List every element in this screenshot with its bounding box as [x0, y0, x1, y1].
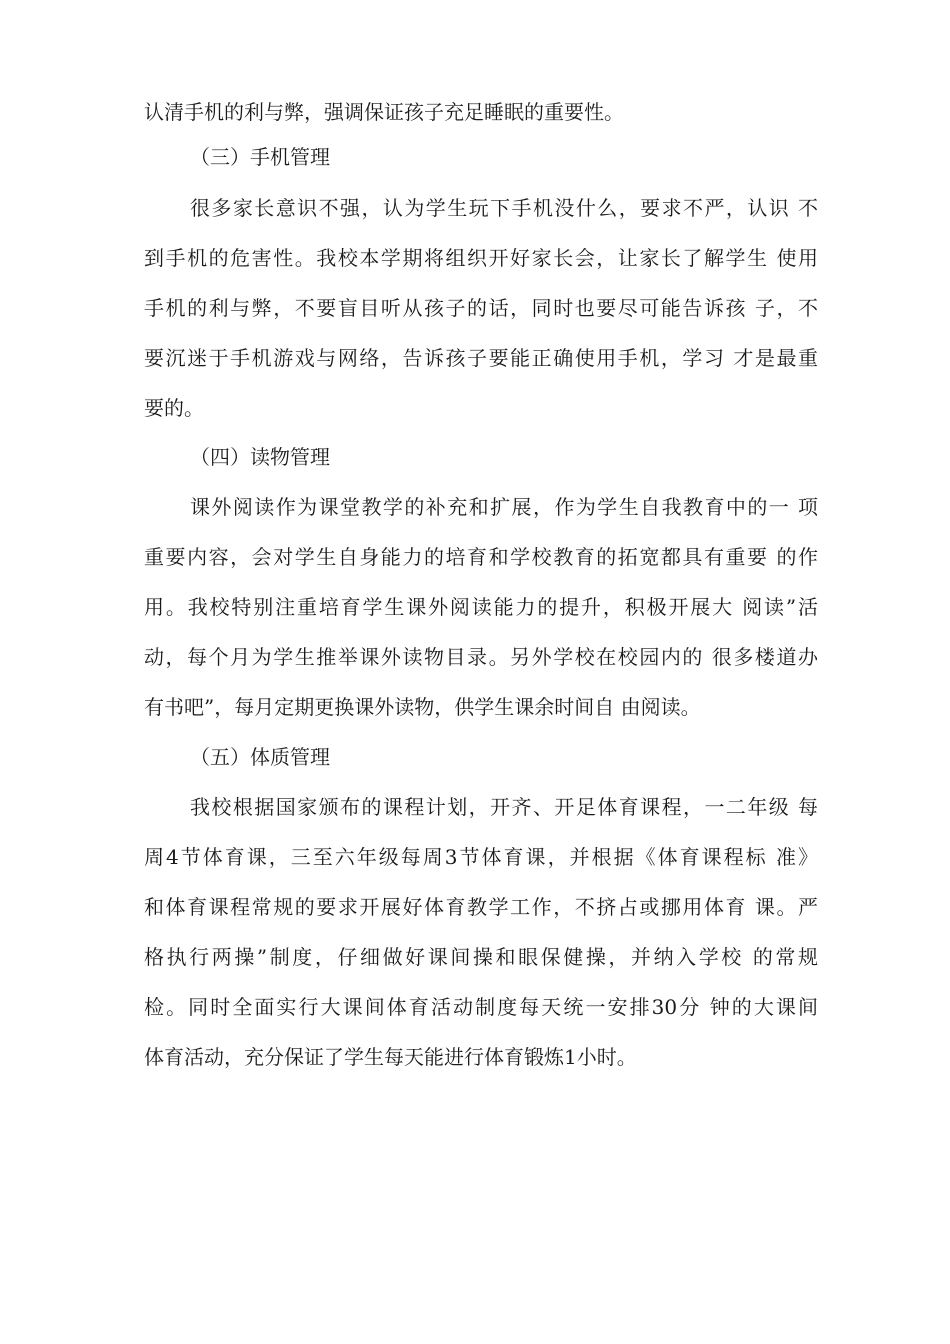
paragraph-line: 和体育课程常规的要求开展好体育教学工作，不挤占或挪用体育 课。严 — [144, 895, 818, 919]
paragraph-line: 格执行两操”制度，仔细做好课间操和眼保健操，并纳入学校 的常规 — [144, 945, 818, 969]
paragraph-line: 动，每个月为学生推举课外读物目录。另外学校在校园内的 很多楼道办 — [144, 645, 818, 669]
paragraph-line: 检。同时全面实行大课间体育活动制度每天统一安排30分 钟的大课间 — [144, 995, 818, 1019]
paragraph-line: 手机的利与弊，不要盲目听从孩子的话，同时也要尽可能告诉孩 子，不 — [144, 296, 818, 320]
paragraph-line: 认清手机的利与弊，强调保证孩子充足睡眠的重要性。 — [144, 100, 624, 124]
paragraph-line: 要的。 — [144, 396, 204, 420]
paragraph-line: 要沉迷于手机游戏与网络，告诉孩子要能正确使用手机，学习 才是最重 — [144, 346, 818, 370]
paragraph-line: 周4节体育课，三至六年级每周3节体育课，并根据《体育课程标 准》 — [144, 845, 818, 869]
paragraph-line: 到手机的危害性。我校本学期将组织开好家长会，让家长了解学生 使用 — [144, 246, 818, 270]
section-heading: （三）手机管理 — [190, 145, 330, 169]
paragraph-line: 课外阅读作为课堂教学的补充和扩展，作为学生自我教育中的一 项 — [190, 495, 818, 519]
section-heading: （五）体质管理 — [190, 745, 330, 769]
paragraph-line: 重要内容，会对学生自身能力的培育和学校教育的拓宽都具有重要 的作 — [144, 545, 818, 569]
paragraph-line: 用。我校特别注重培育学生课外阅读能力的提升，积极开展大 阅读”活 — [144, 595, 818, 619]
paragraph-line: 很多家长意识不强，认为学生玩下手机没什么，要求不严，认识 不 — [190, 196, 818, 220]
paragraph-line: 体育活动，充分保证了学生每天能进行体育锻炼1小时。 — [144, 1045, 637, 1069]
paragraph-line: 有书吧”，每月定期更换课外读物，供学生课余时间自 由阅读。 — [144, 695, 701, 719]
section-heading: （四）读物管理 — [190, 445, 330, 469]
paragraph-line: 我校根据国家颁布的课程计划，开齐、开足体育课程，一二年级 每 — [190, 795, 818, 819]
